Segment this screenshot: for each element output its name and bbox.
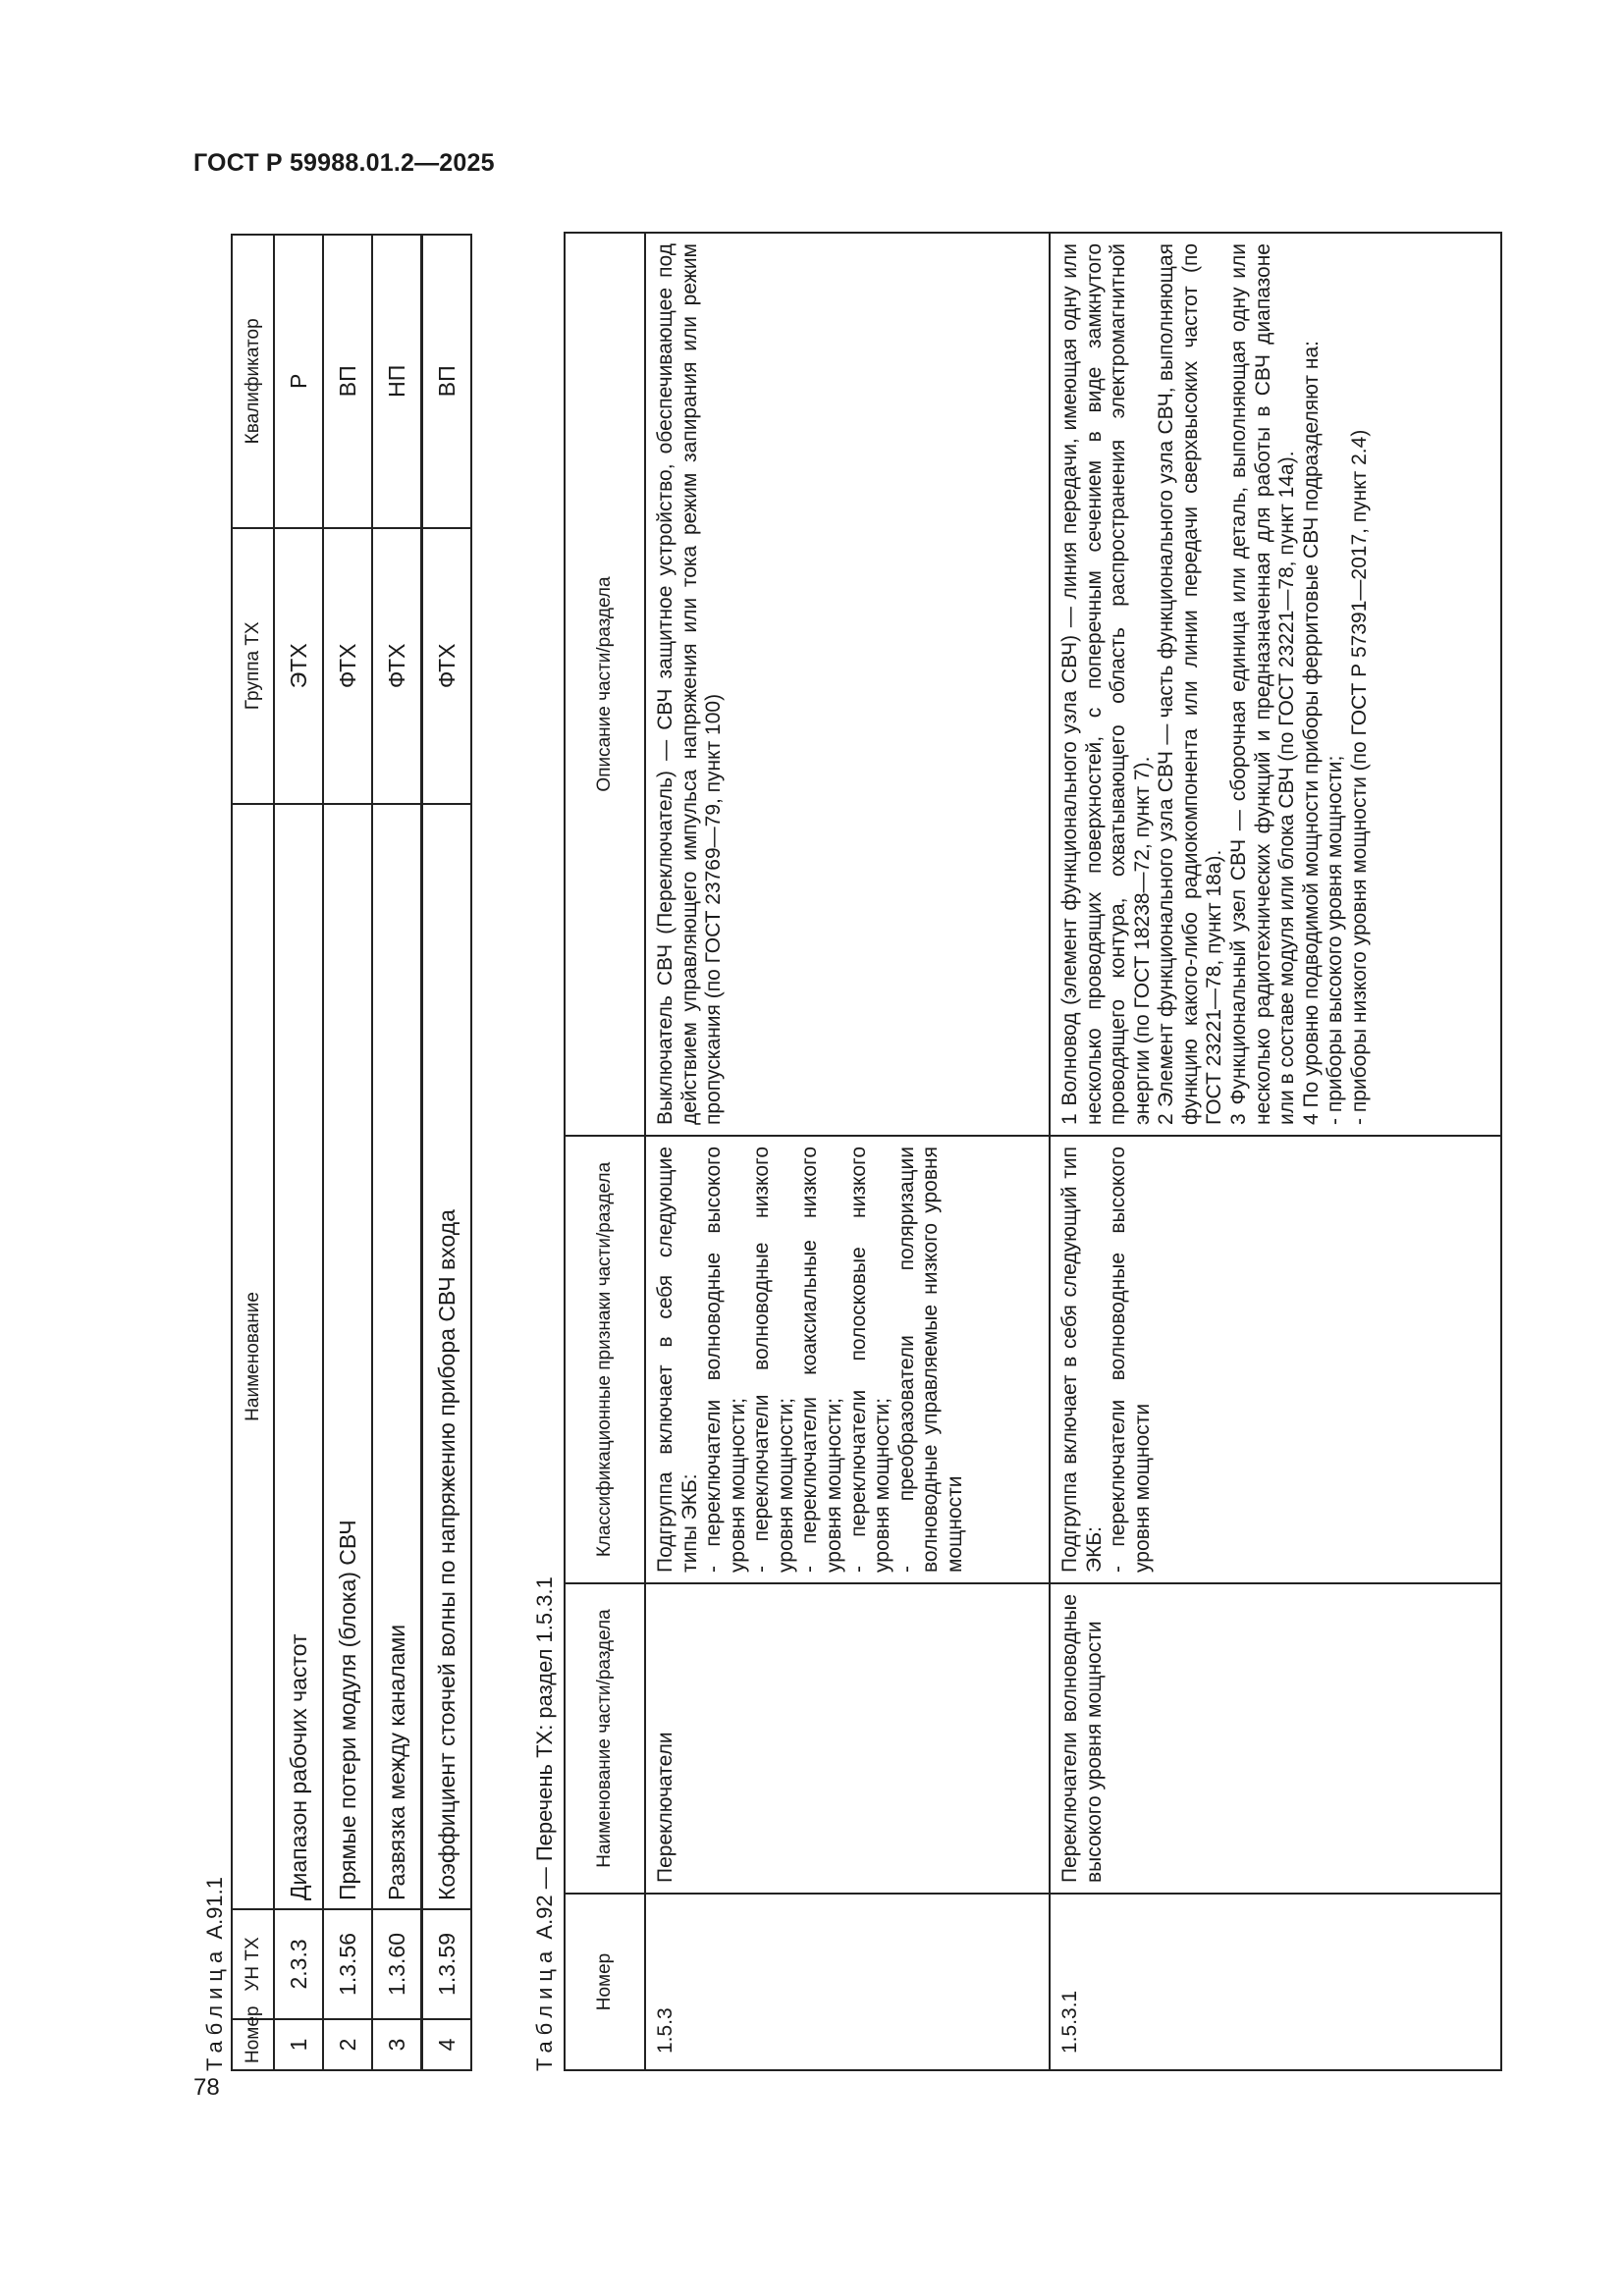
cell-group: ЭТХ xyxy=(274,528,323,804)
cell-number: 1.5.3.1 xyxy=(1050,1894,1501,2070)
description-line: 2 Элемент функционального узла СВЧ — часть функционального узла СВЧ, выполняющая функцию какого-либо радиокомпонента или линии передачи сверхвысоких частот (по ГОСТ 23221—78, пункт 18а). xyxy=(1155,243,1226,1125)
page-number: 78 xyxy=(193,2074,220,2101)
col-header-part-name: Наименование части/раздела xyxy=(565,1583,645,1894)
rotated-page-content xyxy=(202,206,1475,2071)
table-row xyxy=(323,235,372,2070)
table-a92-caption xyxy=(532,1576,558,2071)
features-line: Подгруппа включает в себя следующие типы ЭКБ: xyxy=(654,1147,701,1573)
table-row xyxy=(274,235,323,2070)
col-header-features: Классификационные признаки части/раздела xyxy=(565,1136,645,1583)
cell-number: 3 xyxy=(372,2019,422,2070)
cell-un-tx: 1.3.59 xyxy=(422,1909,472,2019)
cell-features xyxy=(1050,1136,1501,1583)
table-a91-1 xyxy=(231,234,472,2071)
cell-name: Прямые потери модуля (блока) СВЧ xyxy=(323,804,372,1909)
cell-number: 4 xyxy=(422,2019,472,2070)
description-line: 1 Волновод (элемент функционального узла СВЧ) — линия передачи, имеющая одну или несколько проводящих поверхностей, с поперечным сечением в виде замкнутого проводящего контура, охватывающего область распространения электромагнитной энергии (по ГОСТ 18238—72, пункт 7). xyxy=(1058,243,1154,1125)
cell-un-tx: 2.3.3 xyxy=(274,1909,323,2019)
description-line: 3 Функциональный узел СВЧ — сборочная единица или деталь, выполняющая одну или несколько радиотехнических функций и предназначенная для работы в СВЧ диапазоне или в составе модуля или блока СВЧ (по ГОСТ 23221—78, пункт 14а). xyxy=(1226,243,1299,1125)
features-line: - переключатели коаксиальные низкого уровня мощности; xyxy=(798,1147,845,1573)
table-row xyxy=(372,235,422,2070)
col-header-description: Описание части/раздела xyxy=(565,233,645,1136)
table-header-row xyxy=(565,233,645,2070)
cell-features xyxy=(645,1136,1050,1583)
caption-id: А.91.1 xyxy=(202,1877,227,1940)
cell-qualifier: НП xyxy=(372,235,422,528)
table-row xyxy=(1050,233,1501,2070)
col-header-number: Номер xyxy=(232,2019,274,2070)
cell-group: ФТХ xyxy=(372,528,422,804)
cell-part-name: Переключатели волноводные высокого уровня мощности xyxy=(1050,1583,1501,1894)
table-a91-1-caption xyxy=(202,1877,228,2071)
features-line: - переключатели волноводные низкого уровня мощности; xyxy=(750,1147,797,1573)
features-line: - переключатели полосковые низкого уровня мощности; xyxy=(846,1147,894,1573)
cell-number: 1.5.3 xyxy=(645,1894,1050,2070)
table-row xyxy=(422,235,472,2070)
cell-part-name: Переключатели xyxy=(645,1583,1050,1894)
cell-group: ФТХ xyxy=(422,528,472,804)
table-header-row xyxy=(232,235,274,2070)
cell-description xyxy=(1050,233,1501,1136)
col-header-un-tx: УН ТХ xyxy=(232,1909,274,2019)
cell-un-tx: 1.3.56 xyxy=(323,1909,372,2019)
cell-qualifier: ВП xyxy=(422,235,472,528)
description-line: 4 По уровню подводимой мощности приборы ферритовые СВЧ подразделяют на: xyxy=(1299,341,1323,1125)
table-row xyxy=(645,233,1050,2070)
document-header: ГОСТ Р 59988.01.2—2025 xyxy=(193,149,495,177)
cell-qualifier: ВП xyxy=(323,235,372,528)
table-a92 xyxy=(564,232,1502,2071)
caption-word: Таблица xyxy=(532,1945,557,2071)
cell-number: 2 xyxy=(323,2019,372,2070)
caption-rest: А.92 — Перечень ТХ: раздел 1.5.3.1 xyxy=(532,1576,557,1940)
features-line: - преобразователи поляризации волноводные управляемые низкого уровня мощности xyxy=(894,1147,966,1573)
cell-name: Диапазон рабочих частот xyxy=(274,804,323,1909)
col-header-name: Наименование xyxy=(232,804,274,1909)
cell-name: Развязка между каналами xyxy=(372,804,422,1909)
features-line: - переключатели волноводные высокого уровня мощности xyxy=(1107,1147,1154,1573)
cell-description xyxy=(645,233,1050,1136)
cell-un-tx: 1.3.60 xyxy=(372,1909,422,2019)
description-line: - приборы низкого уровня мощности (по ГОСТ Р 57391—2017, пункт 2.4) xyxy=(1347,429,1371,1125)
cell-qualifier: Р xyxy=(274,235,323,528)
features-line: Подгруппа включает в себя следующий тип ЭКБ: xyxy=(1058,1147,1106,1573)
col-header-group: Группа ТХ xyxy=(232,528,274,804)
caption-word: Таблица xyxy=(202,1945,227,2071)
cell-group: ФТХ xyxy=(323,528,372,804)
description-line: Выключатель СВЧ (Переключатель) — СВЧ защитное устройство, обеспечивающее под действием управляющего импульса напряжения или тока режим запирания или режим пропускания (по ГОСТ 23769—79, пункт 100) xyxy=(654,243,726,1125)
col-header-number: Номер xyxy=(565,1894,645,2070)
col-header-qualifier: Квалификатор xyxy=(232,235,274,528)
cell-name: Коэффициент стоячей волны по напряжению прибора СВЧ входа xyxy=(422,804,472,1909)
cell-number: 1 xyxy=(274,2019,323,2070)
description-line: - приборы высокого уровня мощности; xyxy=(1324,755,1347,1125)
features-line: - переключатели волноводные высокого уровня мощности; xyxy=(702,1147,749,1573)
